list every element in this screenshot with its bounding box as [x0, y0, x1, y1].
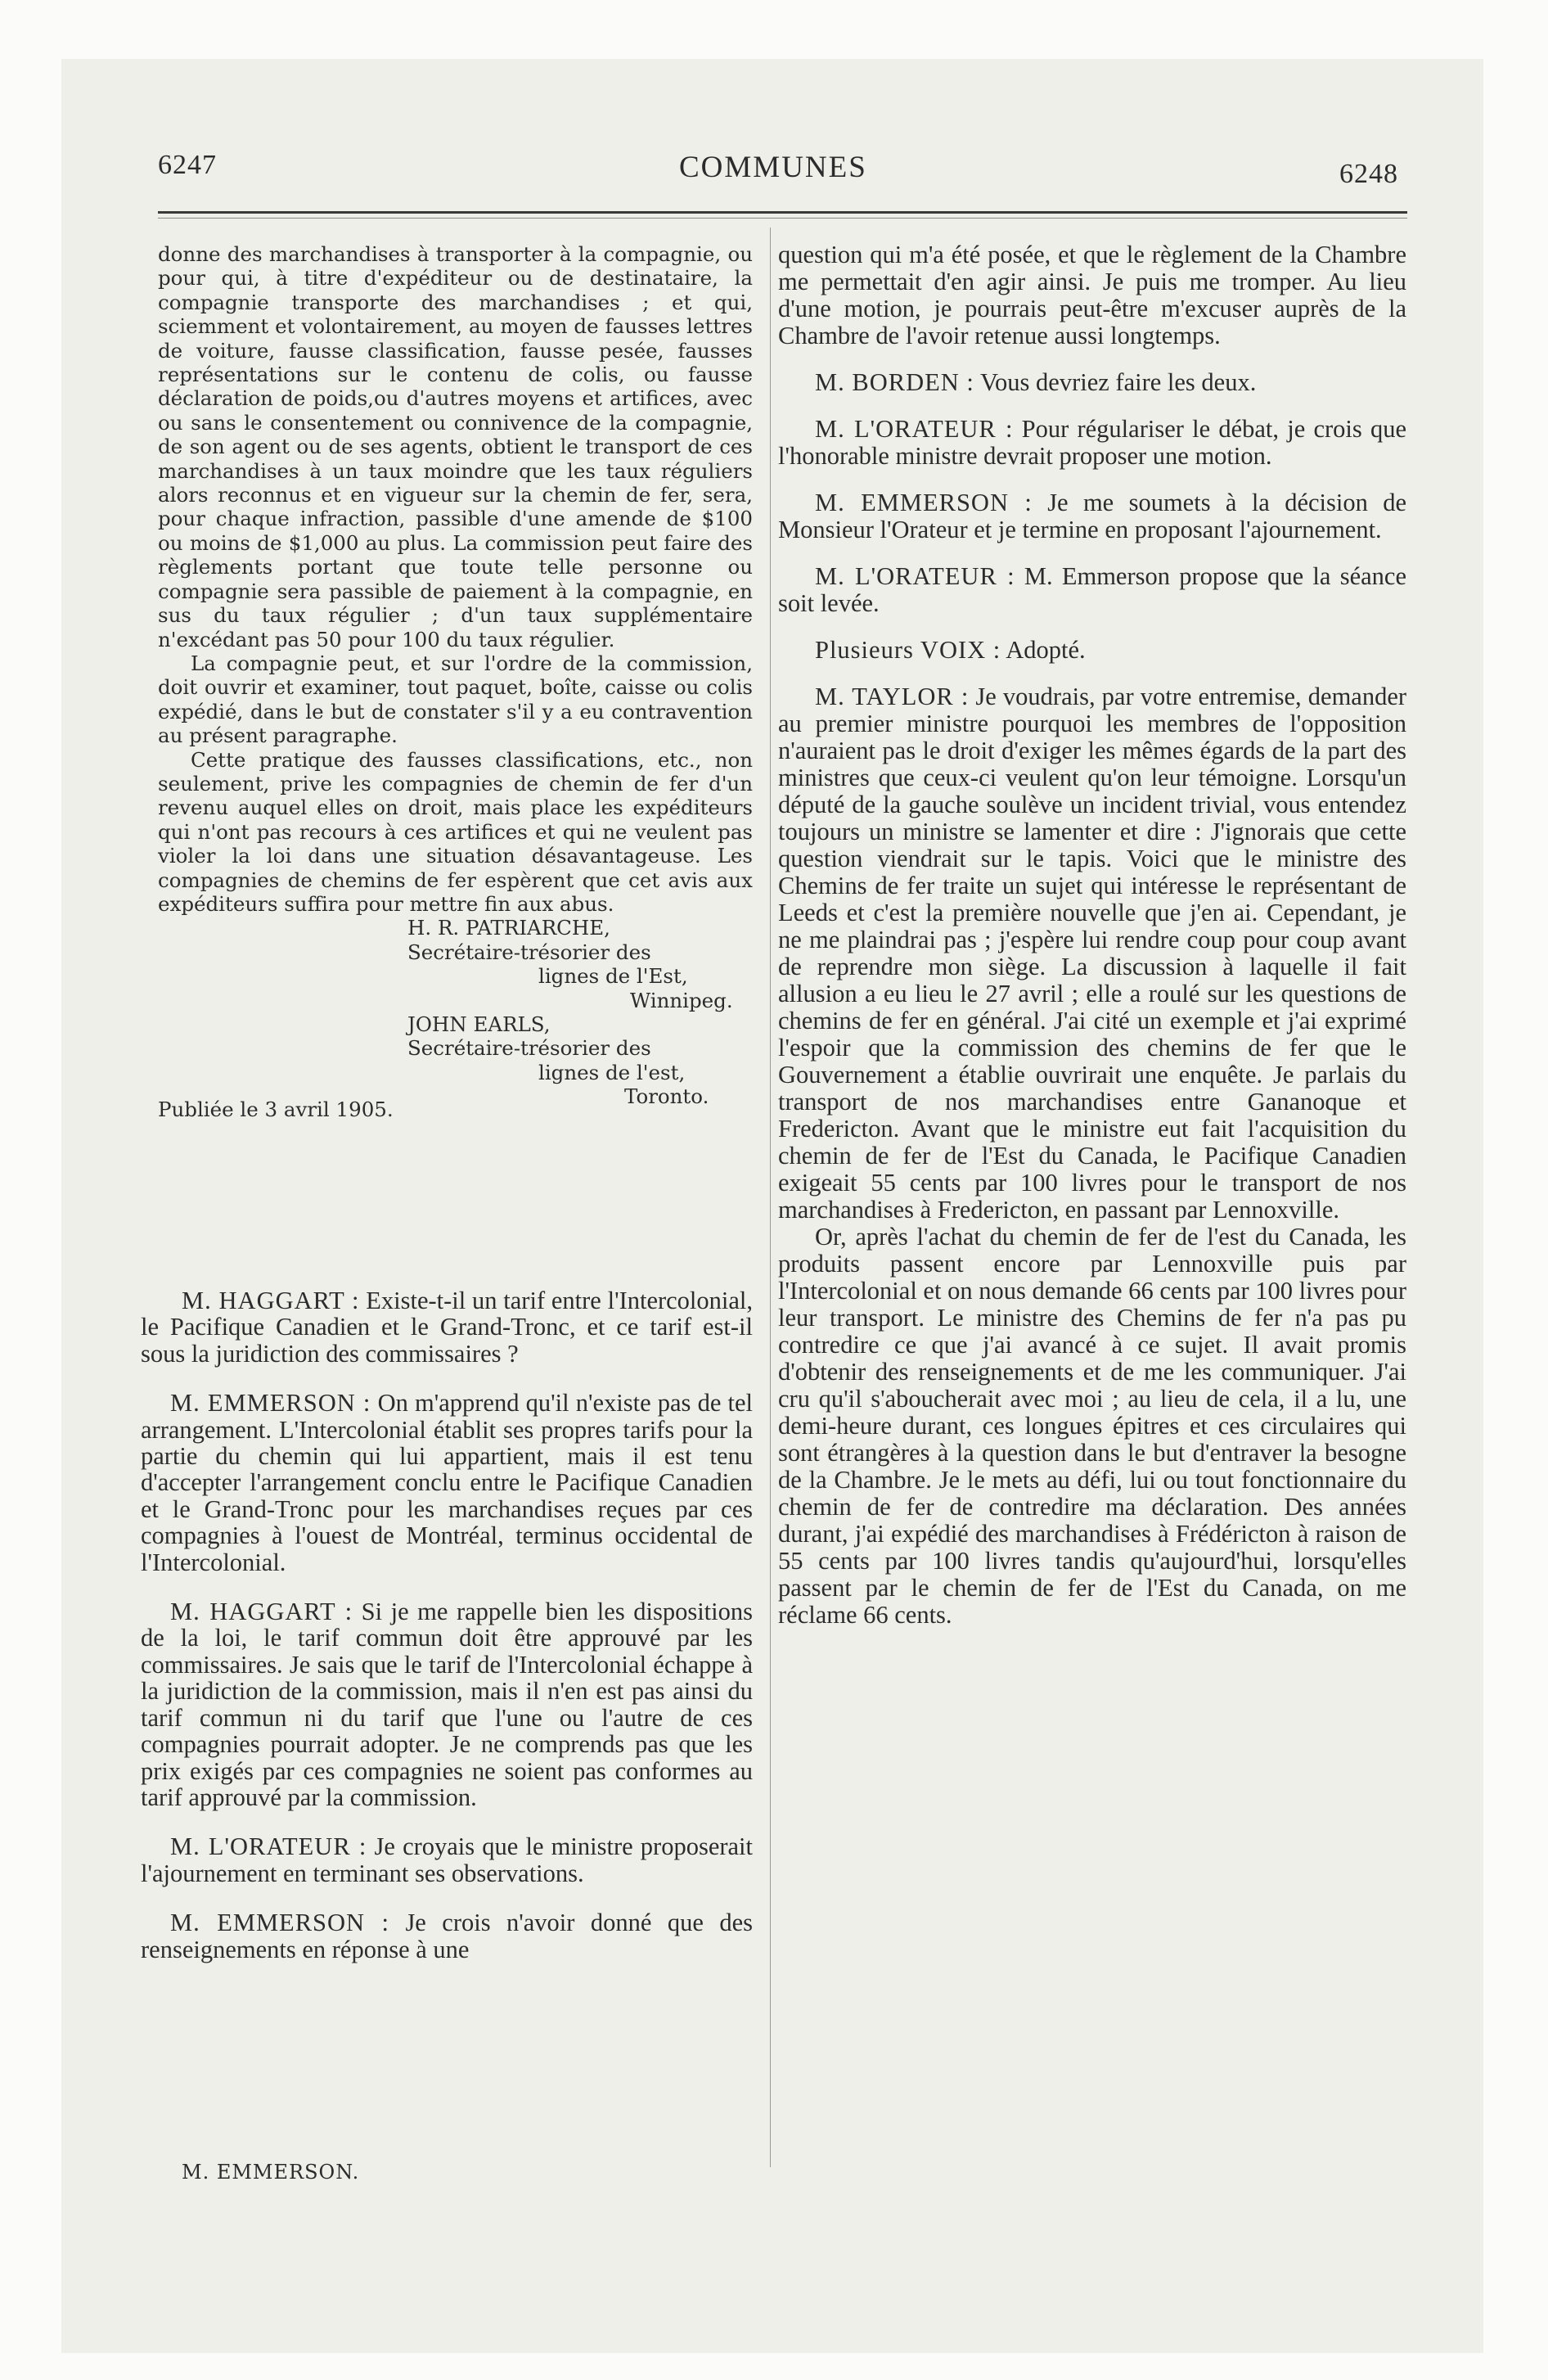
running-title: COMMUNES [679, 151, 867, 184]
speech-paragraph [778, 683, 1406, 1224]
page-number-right: 6248 [1339, 159, 1398, 189]
right-column-debate [778, 241, 1406, 1648]
speaker-name: M. EMMERSON : [815, 489, 1033, 516]
speech-paragraph [141, 1909, 753, 1963]
column-divider [770, 228, 771, 2167]
speaker-name: M. L'ORATEUR : [815, 562, 1015, 590]
speech-continuation: question qui m'a été posée, et que le règlement de la Chambre me permettait d'en agir ainsi. Je puis me tromper. Au lieu d'une motion, je pourrais peut-être m'excuser auprès de la Chambre de l'avoir retenue aussi longtemps. [778, 241, 1406, 349]
speech-text: Existe-t-il un tarif entre l'Intercolonial, le Pacifique Canadien et le Grand-Tronc, et ce tarif est-il sous la juridiction des commissaires ? [141, 1287, 754, 1368]
header-rule-thin [158, 218, 1407, 219]
signature-name: H. R. PATRIARCHE, [407, 916, 610, 940]
speech-text: On m'apprend qu'il n'existe pas de tel arrangement. L'Intercolonial établit ses propres tarifs pour la partie du chemin qui lui appartient, mais il est tenu d'accepter l'arrangement conclu entre le Pacifique Canadien et le Grand-Tronc pour les marchandises reçues par ces compagnies à l'ouest de Montréal, terminus occidental de l'Intercolonial. [141, 1389, 754, 1576]
signature-city: Winnipeg. [630, 988, 733, 1012]
speaker-name: M. HAGGART : [182, 1287, 360, 1314]
speech-text: Je croyais que le ministre proposerait l'ajournement en terminant ses observations. [141, 1832, 754, 1887]
speech-paragraph [141, 1390, 753, 1575]
signature-block-1 [158, 916, 753, 1012]
signature-city: Toronto. [624, 1084, 709, 1109]
notice-paragraph-1: donne des marchandises à transporter à la compagnie, ou pour qui, à titre d'expéditeur ou de destinataire, la compagnie transporte des marchandises ; et qui, sciemment et volontairement, au moyen de fausses lettres de voiture, fausse classification, fausse pesée, fausses représentations sur le contenu de colis, ou fausse déclaration de poids,ou d'autres moyens et artifices, avec ou sans le consentement ou connivence de la compagnie, de son agent ou de ses agents, obtient le transport de ces marchandises à un taux moindre que les taux réguliers alors reconnus et en vigueur sur la chemin de fer, sera, pour chaque infraction, passible d'une amende de $100 ou moins de $1,000 au plus. La commission peut faire des règlements portant que toute telle personne ou compagnie sera passible de paiement à la compagnie, en sus du taux régulier ; d'un taux supplémentaire n'excédant pas 50 pour 100 du taux régulier. [158, 242, 753, 651]
notice-paragraph-3: Cette pratique des fausses classifications, etc., non seulement, prive les compagnies de chemin de fer d'un revenu auquel elles on droit, mais place les expéditeurs qui n'ont pas recours à ces artifices et qui ne veulent pas violer la loi dans une situation désavantageuse. Les compagnies de chemins de fer espèrent que cet avis aux expéditeurs suffira pour mettre fin aux abus. [158, 747, 753, 916]
speech-text: Je me soumets à la décision de Monsieur l'Orateur et je termine en proposant l'ajournement. [778, 489, 1407, 543]
speech-paragraph [141, 1598, 753, 1810]
page-number-left: 6247 [158, 150, 217, 180]
speech-text: M. Emmerson propose que la séance soit levée. [778, 562, 1406, 617]
signature-lines: lignes de l'Est, [538, 964, 688, 989]
footer-speaker: M. EMMERSON. [182, 2161, 360, 2184]
header-rule [158, 211, 1407, 214]
left-column-debate [141, 1287, 753, 1986]
signature-block-2 [158, 1012, 753, 1109]
signature-lines: lignes de l'est, [538, 1060, 686, 1084]
speech-paragraph [141, 1287, 753, 1367]
speaker-name: Plusieurs VOIX : [815, 636, 1001, 664]
signature-title: Secrétaire-trésorier des [407, 1036, 651, 1061]
speaker-name: M. TAYLOR : [815, 683, 970, 710]
speech-text: Pour régulariser le débat, je crois que l'honorable ministre devrait proposer une motion. [778, 415, 1406, 470]
speaker-name: M. EMMERSON : [170, 1909, 389, 1937]
speaker-name: M. L'ORATEUR : [815, 415, 1014, 443]
signature-name: JOHN EARLS, [407, 1012, 551, 1036]
speaker-name: M. EMMERSON : [170, 1389, 371, 1418]
speech-paragraph [778, 369, 1406, 396]
speech-paragraph [778, 637, 1406, 664]
notice-paragraph-2: La compagnie peut, et sur l'ordre de la commission, doit ouvrir et examiner, tout paquet, boîte, caisse ou colis expédié, dans le but de constater s'il y a eu contravention au présent paragraphe. [158, 651, 753, 748]
speaker-name: M. L'ORATEUR : [170, 1832, 367, 1861]
speech-paragraph-continued: Or, après l'achat du chemin de fer de l'est du Canada, les produits passent encore par Lennoxville puis par l'Intercolonial et on nous demande 66 cents par 100 livres pour leur transport. Le ministre des Chemins de fer n'a pas pu contredire ce que j'ai avancé à ce sujet. Il avait promis d'obtenir des renseignements et de me les communiquer. J'ai cru qu'il s'aboucherait avec moi ; au lieu de cela, il a lu, une demi-heure durant, ces longues épitres et ces circulaires qui sont étrangères à la question dans le but d'entraver la besogne de la Chambre. Je le mets au défi, lui ou tout fonctionnaire du chemin de fer de contredire ma déclaration. Des années durant, j'ai expédié des marchandises à Frédéricton à raison de 55 cents par 100 livres tandis qu'aujourd'hui, lorsqu'elles passent par le chemin de fer de l'Est du Canada, on me réclame 66 cents. [778, 1223, 1406, 1629]
speech-paragraph [778, 416, 1406, 470]
speech-text: Je crois n'avoir donné que des renseignements en réponse à une [141, 1909, 754, 1963]
left-column-notice [158, 242, 753, 1121]
speech-paragraph [778, 563, 1406, 617]
publication-date: Publiée le 3 avril 1905. [158, 1097, 394, 1121]
speaker-name: M. HAGGART : [170, 1598, 353, 1626]
signature-title: Secrétaire-trésorier des [407, 940, 651, 964]
speaker-name: M. BORDEN : [815, 368, 974, 396]
speech-text: Si je me rappelle bien les dispositions de la loi, le tarif commun doit être approuvé par les commissaires. Je sais que le tarif de l'Intercolonial échappe à la juridiction de la commission, mais il n'en est pas ainsi du tarif commun ni du tarif que l'une ou l'autre de ces compagnies pourrait adopter. Je ne comprends pas que les prix exigés par ces compagnies ne soient pas conformes au tarif approuvé par la commission. [141, 1598, 753, 1811]
speech-paragraph [778, 489, 1406, 543]
speech-text: Adopté. [1006, 636, 1086, 664]
speech-text: Vous devriez faire les deux. [979, 368, 1257, 396]
speech-text: Je voudrais, par votre entremise, demander au premier ministre pourquoi les membres de l'opposition n'auraient pas le droit d'exiger les mêmes égards de la part des ministres que ceux-ci veulent qu'on leur témoigne. Lorsqu'un député de la gauche soulève un incident trivial, vous entendez toujours un ministre se lamenter et dire : J'ignorais que cette question viendrait sur le tapis. Voici que le ministre des Chemins de fer traite un sujet qui intéresse le représentant de Leeds et c'est la première nouvelle que j'en ai. Cependant, je ne me plaindrai pas ; j'espère lui rendre coup pour coup avant de reprendre mon siège. La discussion à laquelle il fait allusion a eu lieu le 27 avril ; elle a roulé sur les questions de chemins de fer en général. J'ai cité un exemple et j'ai exprimé l'espoir que la commission des chemins de fer que le Gouvernement a établie ouvrirait une enquête. Je parlais du transport de nos marchandises entre Gananoque et Fredericton. Avant que le ministre eut fait l'acquisition du chemin de fer de l'Est du Canada, le Pacifique Canadien exigeait 55 cents par 100 livres pour le transport de nos marchandises à Fredericton, en passant par Lennoxville. [778, 683, 1407, 1224]
speech-paragraph [141, 1833, 753, 1886]
